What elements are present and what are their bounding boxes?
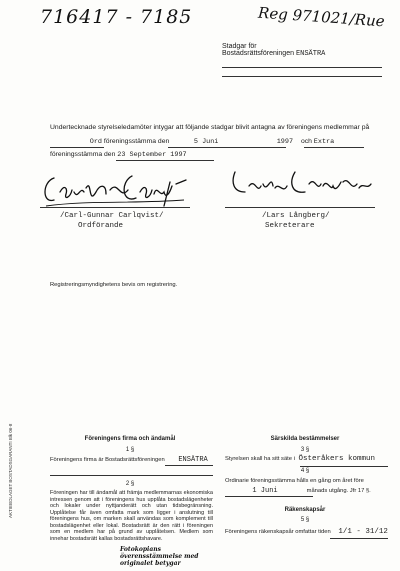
para4-number: 4 §: [300, 468, 310, 474]
fiscal-year-heading: Räkenskapsår: [284, 507, 326, 513]
attestation-line-1: [50, 138, 390, 146]
para5-underline: [330, 538, 388, 539]
meeting1-year: 1997: [276, 138, 294, 146]
para1-value: ENSÄTRA: [178, 456, 208, 464]
association-name: ENSÄTRA: [295, 50, 326, 58]
para2-text: Föreningen har till ändamål att främja medlemmarnas ekonomiska intressen genom att i föreningens hus upplåta bostadslägenheter och lokaler under nyttjanderätt och utan tidsbegränsning. Upplåtelse får även omfatta mark som ligger i anslutning till föreningens hus, om marken skall användas som komplement till bostadslägenhet eller lokal. Bostadsrätt är den rätt i föreningen som en medlem har på grund av upplåtelsen. Medlem som innehar bostadsrätt kallas bostadsrättshavare.: [50, 490, 213, 542]
certification-stamp-text: Fotokopians överensstämmelse med originalet betygar: [120, 546, 199, 567]
meeting2-label: föreningsstämma den: [50, 151, 116, 158]
secretary-name: /Lars Långberg/: [262, 212, 330, 220]
attestation-line-2: [50, 151, 187, 159]
para4-value: 1 Juni: [252, 487, 278, 495]
title-underline-2: [222, 76, 382, 77]
title-line-2: [222, 50, 382, 58]
para1-underline-1: [165, 465, 213, 466]
chairman-role: Ordförande: [78, 222, 124, 230]
para4-line: [225, 487, 371, 495]
meeting1-type-underline: [50, 147, 104, 148]
para5-value: 1/1 - 31/12: [338, 528, 388, 536]
attestation-text: Undertecknade styrelseledamöter intygar att följande stadgar blivit antagna av föreningens medlemmar på: [50, 124, 370, 131]
meeting1-date: 5 Juni: [193, 138, 219, 146]
meeting2-type: Extra: [313, 138, 335, 146]
meeting1-type: Ord: [89, 138, 102, 146]
meeting1-date-underline: [168, 147, 286, 148]
para2-number: 2 §: [125, 481, 135, 487]
signature-scribble-chairman: [40, 170, 190, 210]
margin-publisher-text: AKTIEBOLAGET BOSTADSGARANTI Blk 06-8: [8, 423, 13, 518]
title-block: [222, 43, 382, 58]
title-line-1: Stadgar för: [222, 43, 257, 50]
meeting2-year: 97: [178, 151, 187, 159]
para4-underline: [225, 496, 313, 497]
chairman-name: /Carl-Gunnar Carlqvist/: [60, 212, 164, 220]
para5-number: 5 §: [300, 517, 310, 523]
signature-scribble-secretary: [225, 166, 375, 206]
title-underline-1: [222, 67, 382, 68]
signature-line-secretary: [225, 207, 375, 208]
para3-value: Österåkers kommun: [298, 455, 376, 463]
para1-line: [50, 456, 208, 464]
meeting2-date-underline: [116, 160, 214, 161]
left-section-heading: Föreningens firma och ändamål: [84, 436, 176, 442]
and-word: och: [300, 138, 312, 145]
para5-label: Föreningens räkenskapsår omfattar tiden: [225, 529, 331, 535]
para1-number: 1 §: [125, 447, 135, 453]
meeting1-label: föreningsstämma den: [103, 138, 170, 145]
para3-line: [225, 455, 375, 463]
para3-number: 3 §: [300, 447, 310, 453]
para3-label: Styrelsen skall ha sitt säte i: [225, 456, 295, 462]
para3-underline: [300, 466, 388, 467]
handwritten-registration-note: Reg 971021/Rue: [257, 3, 386, 31]
para4-label: Ordinarie föreningsstämma hålls en gång om året före: [225, 478, 364, 484]
para5-line: [225, 528, 388, 536]
meeting2-date: 23 September 19: [117, 151, 179, 159]
title-prefix: Bostadsrättsföreningen: [222, 50, 294, 57]
registration-note: Registreringsmyndighetens bevis om registrering.: [50, 282, 178, 288]
meeting2-type-underline: [304, 147, 364, 148]
para4-suffix: månads utgång. Jfr 17 §.: [306, 488, 371, 494]
signature-line-chairman: [40, 207, 190, 208]
right-section-heading: Särskilda bestämmelser: [270, 436, 340, 442]
handwritten-reference-left: 716417 - 7185: [40, 6, 193, 28]
secretary-role: Sekreterare: [265, 222, 315, 230]
para1-label: Föreningens firma är Bostadsrättsföreningen: [50, 457, 165, 463]
para1-underline-2: [50, 475, 213, 476]
